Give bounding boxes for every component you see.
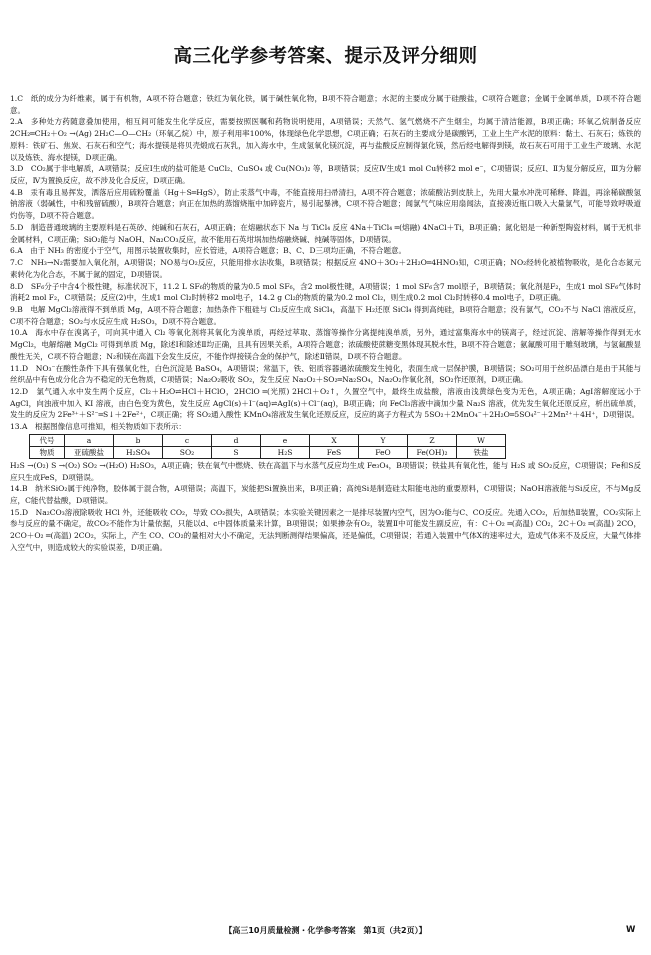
answer-15: 15.D Na₂CO₃溶液除吸收 HCl 外，还能吸收 CO₂，导致 CO₂损失，A项错误；本实验关键因素之一是排尽装置内空气，因为O₂能与C、CO反应。先通入CO₂，后加热Ⅱ装置，CO₂实际上参与反应的量不确定，故CO₂不能作为计量依据，只能以d、c中固体质量来计算，B项错误；如果掺杂有O₂，装置Ⅱ中可能发生副反应，有：C＋O₂ ═(高温) CO₂，2C＋O₂ ═(高温) 2CO，2CO＋O₂ ═(高温) 2CO₂，实际上，产生 CO、CO₂的量相对大小不确定，无法判断测得结果偏高，还是偏低，C项错误；若通入装置中气体X的速率过大，造成气体来不及反应，大量气体排入空气中，则造成较大的实验误差，D项正确。 (10, 507, 641, 552)
table-cell: 物质 (30, 446, 65, 458)
answer-4: 4.B 汞有毒且易挥发，洒落后应用硫粉覆盖（Hg＋S═HgS），防止汞蒸气中毒，不能直接用扫帚清扫，A项不符合题意；浓硫酸沾到皮肤上，先用大量水冲洗可稀释、降温，再涂稀碳酸氢钠溶液（弱碱性，中和残留硫酸），B项符合题意；向正在加热的蒸馏烧瓶中加碎瓷片，易引起暴沸，C项不符合题意；闻氯气气味应用扇闻法，直接凑近瓶口吸入大量氯气，可能导致呼吸道灼伤等，D项不符合题意。 (10, 187, 641, 221)
answer-2: 2.A 多种处方药随意叠加使用，相互间可能发生化学反应，需要按照医嘱和药物说明使用，A项错误；天然气、氢气燃烧不产生烟尘，均属于清洁能源，B项正确；环氧乙烷制备反应 2CH₂═CH₂＋O₂ →(Ag) 2H₂C—O—CH₂（环氧乙烷）中，原子利用率100%，体现绿色化学思想，C项正确；石灰石的主要成分是碳酸钙，工业上生产水泥的原料：黏土、石灰石；炼铁的原料：铁矿石、焦炭、石灰石和空气；海水提镁是将贝壳煅成石灰乳，加入海水中，生成氢氧化镁沉淀，再与盐酸反应制得氯化镁，然后经电解得到镁，故石灰石可用于工业生产玻璃、水泥以及炼铁、海水提镁，D项正确。 (10, 117, 641, 162)
answer-14: 14.B 纳米SiO₂属于纯净物，胶体属于混合物，A项错误；高温下，炭能把Si置换出来，B项正确；高纯Si是制造硅太阳能电池的重要原料，C项错误；NaOH溶液能与Si反应，不与Mg反应，C能代替盐酸，D项错误。 (10, 484, 641, 505)
table-cell: Y (359, 434, 408, 446)
table-cell: FeO (359, 446, 408, 458)
table-cell: Fe(OH)₂ (408, 446, 457, 458)
table-cell: H₂SO₄ (114, 446, 163, 458)
table-cell: FeS (310, 446, 359, 458)
table-cell: a (65, 434, 114, 446)
table-cell: d (212, 434, 261, 446)
table-cell: SO₂ (163, 446, 212, 458)
answer-9: 9.B 电解 MgCl₂溶液得不到单质 Mg，A项不符合题意；加热条件下粗硅与 Cl₂反应生成 SiCl₄，高温下 H₂还原 SiCl₄ 得到高纯硅，B项符合题意；没有氯气，CO₂不与 NaCl 溶液反应，C项不符合题意；SO₂与水反应生成 H₂SO₃，D项不符合题意。 (10, 304, 641, 326)
table-cell: e (261, 434, 310, 446)
table-cell: Z (408, 434, 457, 446)
answer-7: 7.C NH₃→N₂需要加入氧化剂，A项错误；NO易与O₂反应，只能用排水法收集，B项错误；根据反应 4NO＋3O₂＋2H₂O═4HNO₃知，C项正确；NO₂经转化被植物吸收，是化合态氮元素转化为化合态，不属于氮的固定，D项错误。 (10, 258, 641, 279)
table-cell: c (163, 434, 212, 446)
answer-11: 11.D NO₃⁻在酸性条件下具有强氧化性，白色沉淀是 BaSO₄，A项错误；常温下，铁、铝质容器遇浓硫酸发生钝化，表面生成一层保护膜，B项错误；SO₂可用于丝织品漂白是由于其能与丝织品中有色成分化合为不稳定的无色物质，C项错误；Na₂O₂吸收 SO₂，发生反应 Na₂O₂＋SO₂═Na₂SO₄，Na₂O₂作氧化剂，SO₂作还原剂，D项正确。 (10, 363, 641, 385)
table-cell: X (310, 434, 359, 446)
answer-10: 10.A 海水中存在溴离子，可向其中通入 Cl₂ 等氧化剂将其氧化为溴单质，再经过萃取、蒸馏等操作分离提纯溴单质，另外，通过富集海水中的镁离子，经过沉淀、溶解等操作得到无水 MgCl₂，电解熔融 MgCl₂ 可得到单质 Mg，除述Ⅰ和除述Ⅱ均正确，且具有因果关系，A项符合题意；浓硫酸使蔗糖变黑体现其脱水性，B项不符合题意；氨氟酸可用于雕刻玻璃，与氢氟酸显酸性无关，C项不符合题意；N₂和镁在高温下会发生反应，不能作焊接镁合金的保护气，除述Ⅱ错误，D项不符合题意。 (10, 328, 641, 361)
answer-13-explanation: H₂S →(O₂) S →(O₂) SO₂ →(H₂O) H₂SO₃，A项正确；铁在氧气中燃烧、铁在高温下与水蒸气反应均生成 Fe₃O₄，B项错误；铁盐具有氧化性，能与 H₂S 或 SO₂反应，C项错误；Fe和S反应只生成FeS，D项错误。 (10, 460, 641, 482)
table-cell: H₂S (261, 446, 310, 458)
answer-12: 12.D 氯气通入水中发生两个反应，Cl₂＋H₂O⇌HCl＋HClO，2HClO ═(光照) 2HCl＋O₂↑，久置空气中，最终生成盐酸，溶液由浅黄绿色变为无色，A项正确；AgI溶解度远小于 AgCl，向浊液中加入 KI 溶液，由白色变为黄色，发生反应 AgCl(s)＋I⁻(aq)⇌AgI(s)＋Cl⁻(aq)，B项正确；向 FeCl₃溶液中滴加少量 Na₂S 溶液，优先发生氧化还原反应，析出硫单质，发生的反应为 2Fe³⁺＋S²⁻═S↓＋2Fe²⁺，C项正确；将 SO₂通入酸性 KMnO₄溶液发生氧化还原反应，反应的离子方程式为 5SO₂＋2MnO₄⁻＋2H₂O═5SO₄²⁻＋2Mn²⁺＋4H⁺，D项错误。 (10, 386, 641, 420)
answer-8: 8.D SF₆分子中含4个极性键，标准状况下，11.2 L SF₆的物质的量为0.5 mol SF₆，含2 mol极性键，A项错误；1 mol SF₆含7 mol原子，B项错误；氧化剂是F₂，生成1 mol SF₆气体时消耗2 mol F₂，C项错误；反应(2)中，生成1 mol Cl₂时转移2 mol电子，14.2 g Cl₂的物质的量为0.2 mol Cl₂，则生成0.2 mol Cl₂时转移0.4 mol电子，D项正确。 (10, 281, 641, 303)
table-row (30, 446, 506, 458)
table-cell: W (457, 434, 506, 446)
answer-13-intro: 13.A 根据图像信息可推知，相关物质如下表所示： (10, 422, 186, 432)
table-cell: S (212, 446, 261, 458)
answer-1: 1.C 纸的成分为纤维素，属于有机物，A项不符合题意；铁红为氧化铁，属于碱性氧化物，B项不符合题意；水泥的主要成分属于硅酸盐，C项符合题意；金属于金属单质，D项不符合题意。 (10, 94, 641, 115)
page-title: 高三化学参考答案、提示及评分细则 (173, 46, 478, 67)
table-cell: 铁盐 (457, 446, 506, 458)
substance-table (29, 434, 506, 459)
answer-6: 6.A 由于 NH₃ 的密度小于空气，用图示装置收集时，应长管进，A项符合题意；B、C、D三项均正确，不符合题意。 (10, 246, 407, 256)
table-cell: 代号 (30, 434, 65, 446)
answer-body (10, 93, 641, 554)
table-cell: 亚硫酸盐 (65, 446, 114, 458)
answer-3: 3.D CO₂属于非电解质，A项错误；反应Ⅰ生成的盐可能是 CuCl₂、CuSO₄ 或 Cu(NO₃)₂ 等，B项错误；反应Ⅳ生成1 mol Cu转移2 mol e⁻，C项错误；反应Ⅰ、Ⅱ为复分解反应，Ⅲ为分解反应，Ⅳ为置换反应，故不涉及化合反应，D项正确。 (10, 164, 641, 186)
answer-5: 5.D 制造普通玻璃的主要原料是石英砂、纯碱和石灰石，A项正确；在熔融状态下 Na 与 TiCl₄ 反应 4Na＋TiCl₄ ═(熔融) 4NaCl＋Ti，B项正确；氮化铝是一种新型陶瓷材料，属于无机非金属材料，C项正确；SiO₂能与 NaOH、Na₂CO₃反应，故不能用石英坩埚加热熔融烧碱、纯碱等固体，D项错误。 (10, 222, 641, 244)
table-cell: b (114, 434, 163, 446)
corner-mark: W (626, 925, 636, 935)
table-row (30, 434, 506, 446)
page-footer: 【高三10月质量检测・化学参考答案 第1页（共2页）】 (224, 926, 427, 935)
